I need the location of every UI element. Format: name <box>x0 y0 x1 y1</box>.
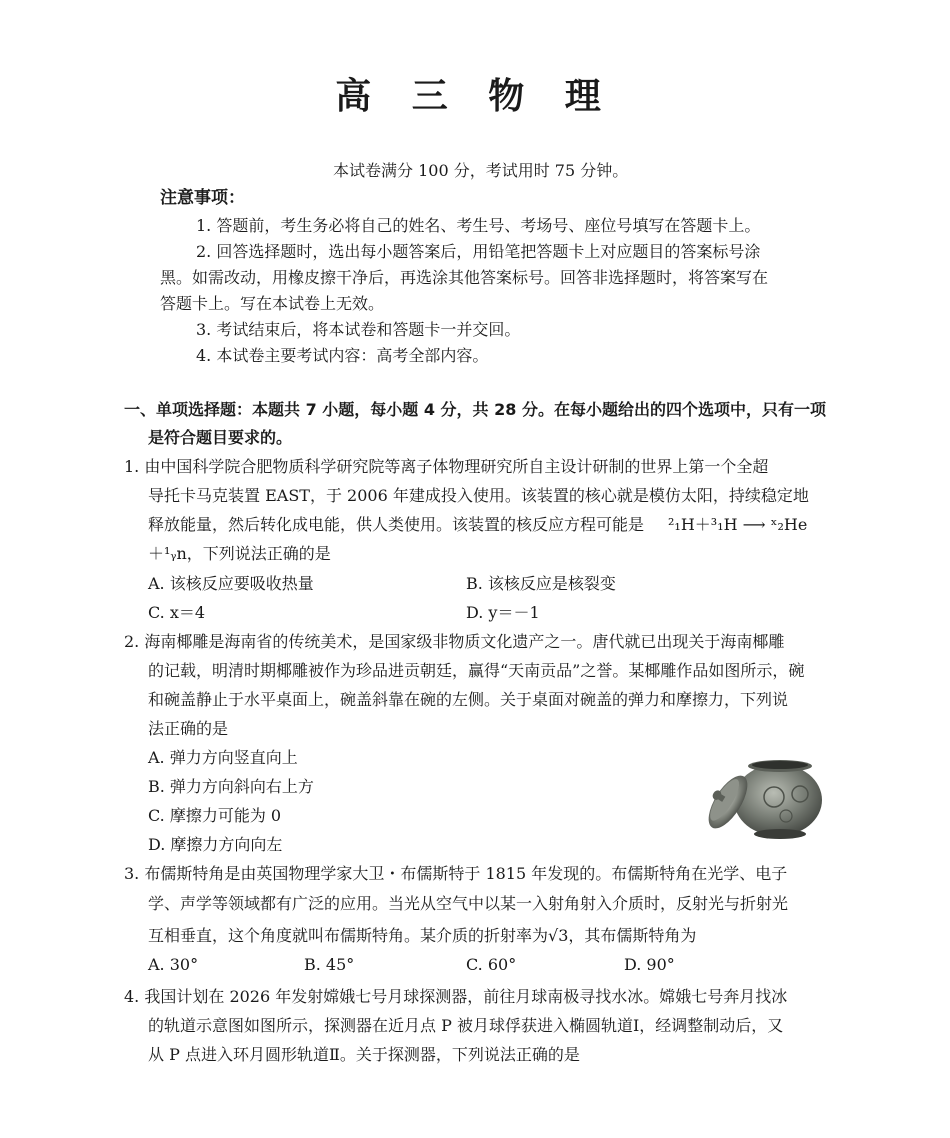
q2-line-2: 的记载，明清时期椰雕被作为珍品进贡朝廷，赢得“天南贡品”之誉。某椰雕作品如图所示，碗 <box>148 661 805 680</box>
q3-line-3: 互相垂直，这个角度就叫布儒斯特角。某介质的折射率为√3，其布儒斯特角为 <box>148 926 697 945</box>
notice-heading: 注意事项： <box>160 188 245 208</box>
q2-option-b: B. 弹力方向斜向右上方 <box>148 777 314 796</box>
q2-line-4: 法正确的是 <box>148 719 229 738</box>
q1-line-1: 1. 由中国科学院合肥物质科学研究院等离子体物理研究所自主设计研制的世界上第一个全超 <box>124 457 769 476</box>
q4-line-3: 从 P 点进入环月圆形轨道Ⅱ。关于探测器，下列说法正确的是 <box>148 1045 580 1064</box>
q1-option-c: C. x＝4 <box>148 603 206 622</box>
q2-option-d: D. 摩擦力方向向左 <box>148 835 283 854</box>
q2-option-c: C. 摩擦力可能为 0 <box>148 806 282 825</box>
q4-line-2: 的轨道示意图如图所示，探测器在近月点 P 被月球俘获进入椭圆轨道Ⅰ，经调整制动后，又 <box>148 1016 784 1035</box>
notice-item-2-line-1: 2. 回答选择题时，选出每小题答案后，用铅笔把答题卡上对应题目的答案标号涂 <box>196 242 761 261</box>
notice-item-4: 4. 本试卷主要考试内容：高考全部内容。 <box>196 346 489 365</box>
page-title: 高 三 物 理 <box>335 76 615 117</box>
q2-option-a: A. 弹力方向竖直向上 <box>148 748 298 767</box>
q1-option-a: A. 该核反应要吸收热量 <box>148 574 314 593</box>
notice-item-2-line-2: 黑。如需改动，用橡皮擦干净后，再选涂其他答案标号。回答非选择题时，将答案写在 <box>160 268 769 287</box>
q3-line-2: 学、声学等领域都有广泛的应用。当光从空气中以某一入射角射入介质时，反射光与折射光 <box>148 894 789 913</box>
exam-intro: 本试卷满分 100 分，考试用时 75 分钟。 <box>333 161 629 180</box>
q1-line-4: ＋¹ᵧn，下列说法正确的是 <box>148 544 331 563</box>
q3-line-1: 3. 布儒斯特角是由英国物理学家大卫・布儒斯特于 1815 年发现的。布儒斯特角在光学、电子 <box>124 864 788 883</box>
q2-line-1: 2. 海南椰雕是海南省的传统美术，是国家级非物质文化遗产之一。唐代就已出现关于海南椰雕 <box>124 632 785 651</box>
q3-option-b: B. 45° <box>304 955 355 974</box>
q3-option-d: D. 90° <box>624 955 675 974</box>
section-1-heading-line-2: 是符合题目要求的。 <box>148 428 293 447</box>
q2-line-3: 和碗盖静止于水平桌面上，碗盖斜靠在碗的左侧。关于桌面对碗盖的弹力和摩擦力，下列说 <box>148 690 789 709</box>
q1-option-b: B. 该核反应是核裂变 <box>466 574 616 593</box>
q3-option-a: A. 30° <box>148 955 199 974</box>
q4-line-1: 4. 我国计划在 2026 年发射嫦娥七号月球探测器，前往月球南极寻找水冰。嫦娥七号奔月找冰 <box>124 987 788 1006</box>
q1-reaction-equation: ²₁H＋³₁H ⟶ ˣ₂He <box>668 515 808 534</box>
q3-option-c: C. 60° <box>466 955 517 974</box>
q1-line-2: 导托卡马克装置 EAST，于 2006 年建成投入使用。该装置的核心就是模仿太阳，持续稳定地 <box>148 486 809 505</box>
section-1-heading-line-1: 一、单项选择题：本题共 7 小题，每小题 4 分，共 28 分。在每小题给出的四个选项中，只有一项 <box>124 400 826 419</box>
notice-item-3: 3. 考试结束后，将本试卷和答题卡一并交回。 <box>196 320 521 339</box>
q1-option-d: D. y＝－1 <box>466 603 540 622</box>
q1-line-3: 释放能量，然后转化成电能，供人类使用。该装置的核反应方程可能是 <box>148 515 645 534</box>
notice-item-1: 1. 答题前，考生务必将自己的姓名、考生号、考场号、座位号填写在答题卡上。 <box>196 216 761 235</box>
coconut-carving-bowl-image <box>700 742 828 842</box>
notice-item-2-line-3: 答题卡上。写在本试卷上无效。 <box>160 294 385 313</box>
